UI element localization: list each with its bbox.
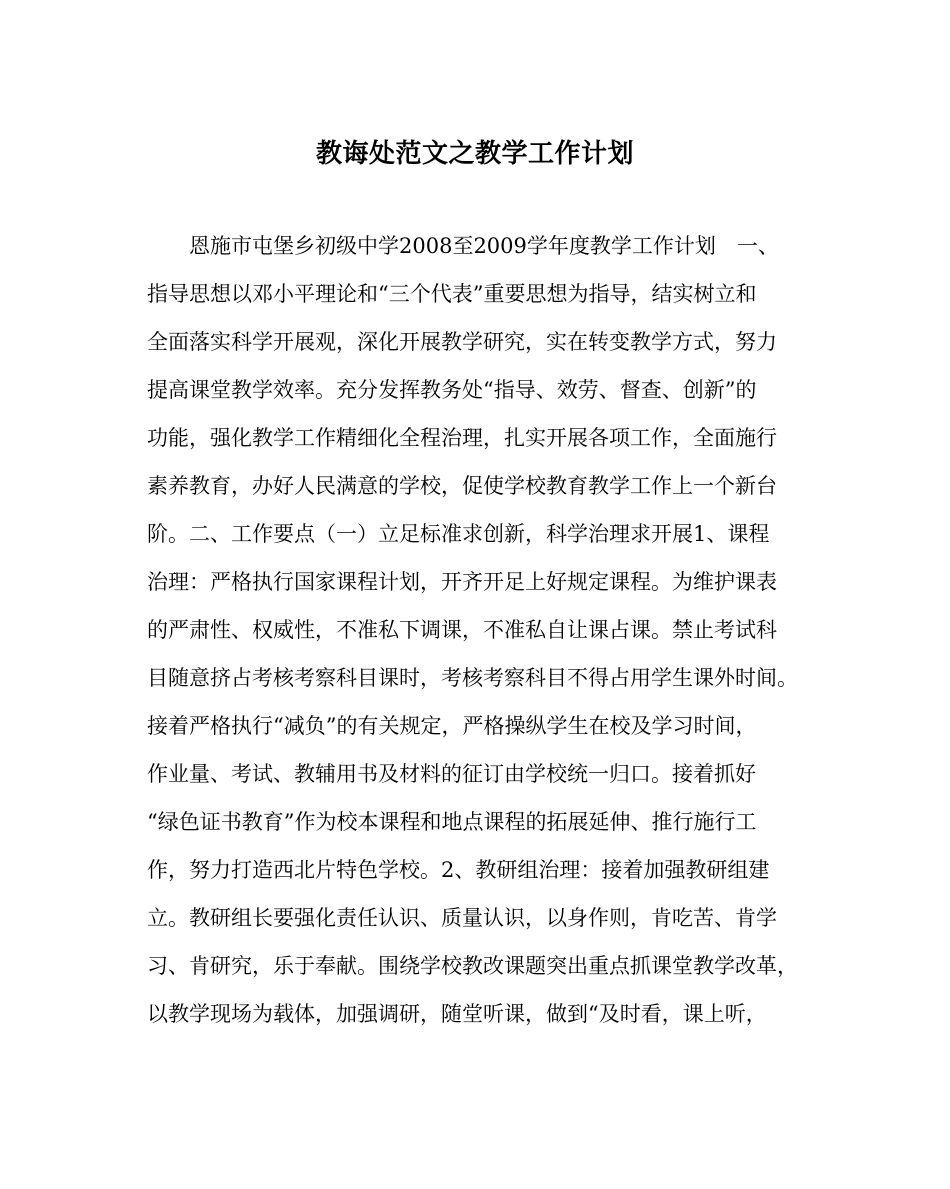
body-line: 以教学现场为载体，加强调研，随堂听课，做到“及时看，课上听， bbox=[147, 1002, 767, 1026]
body-line: 提高课堂教学效率。充分发挥教务处“指导、效劳、督查、创新”的 bbox=[147, 378, 757, 402]
body-line: 素养教育，办好人民满意的学校，促使学校教育教学工作上一个新台 bbox=[147, 474, 777, 498]
body-line: “绿色证书教育”作为校本课程和地点课程的拓展延伸、推行施行工 bbox=[147, 810, 757, 834]
body-line: 指导思想以邓小平理论和“三个代表”重要思想为指导，结实树立和 bbox=[147, 282, 757, 306]
body-line: 恩施市屯堡乡初级中学2008至2009学年度教学工作计划 一、 bbox=[189, 234, 779, 258]
body-line: 阶。二、工作要点（一）立足标准求创新，科学治理求开展1、课程 bbox=[147, 522, 770, 546]
body-line: 作，努力打造西北片特色学校。2、教研组治理：接着加强教研组建 bbox=[147, 858, 770, 882]
body-line: 作业量、考试、教辅用书及材料的征订由学校统一归口。接着抓好 bbox=[147, 762, 756, 786]
body-line: 全面落实科学开展观，深化开展教学研究，实在转变教学方式，努力 bbox=[147, 330, 777, 354]
body-line: 目随意挤占考核考察科目课时，考核考察科目不得占用学生课外时间。 bbox=[147, 666, 798, 690]
body-line: 立。教研组长要强化责任认识、质量认识，以身作则，肯吃苦、肯学 bbox=[147, 906, 777, 930]
body-line: 功能，强化教学工作精细化全程治理，扎实开展各项工作，全面施行 bbox=[147, 426, 777, 450]
body-line: 接着严格执行“减负”的有关规定，严格操纵学生在校及学习时间， bbox=[147, 714, 757, 738]
body-line: 习、肯研究，乐于奉献。围绕学校教改课题突出重点抓课堂教学改革， bbox=[147, 954, 798, 978]
body-line: 的严肃性、权威性，不准私下调课，不准私自让课占课。禁止考试科 bbox=[147, 618, 777, 642]
document-title: 教诲处范文之教学工作计划 bbox=[315, 139, 634, 169]
document-body bbox=[147, 222, 812, 1038]
body-line: 治理：严格执行国家课程计划，开齐开足上好规定课程。为维护课表 bbox=[147, 570, 777, 594]
